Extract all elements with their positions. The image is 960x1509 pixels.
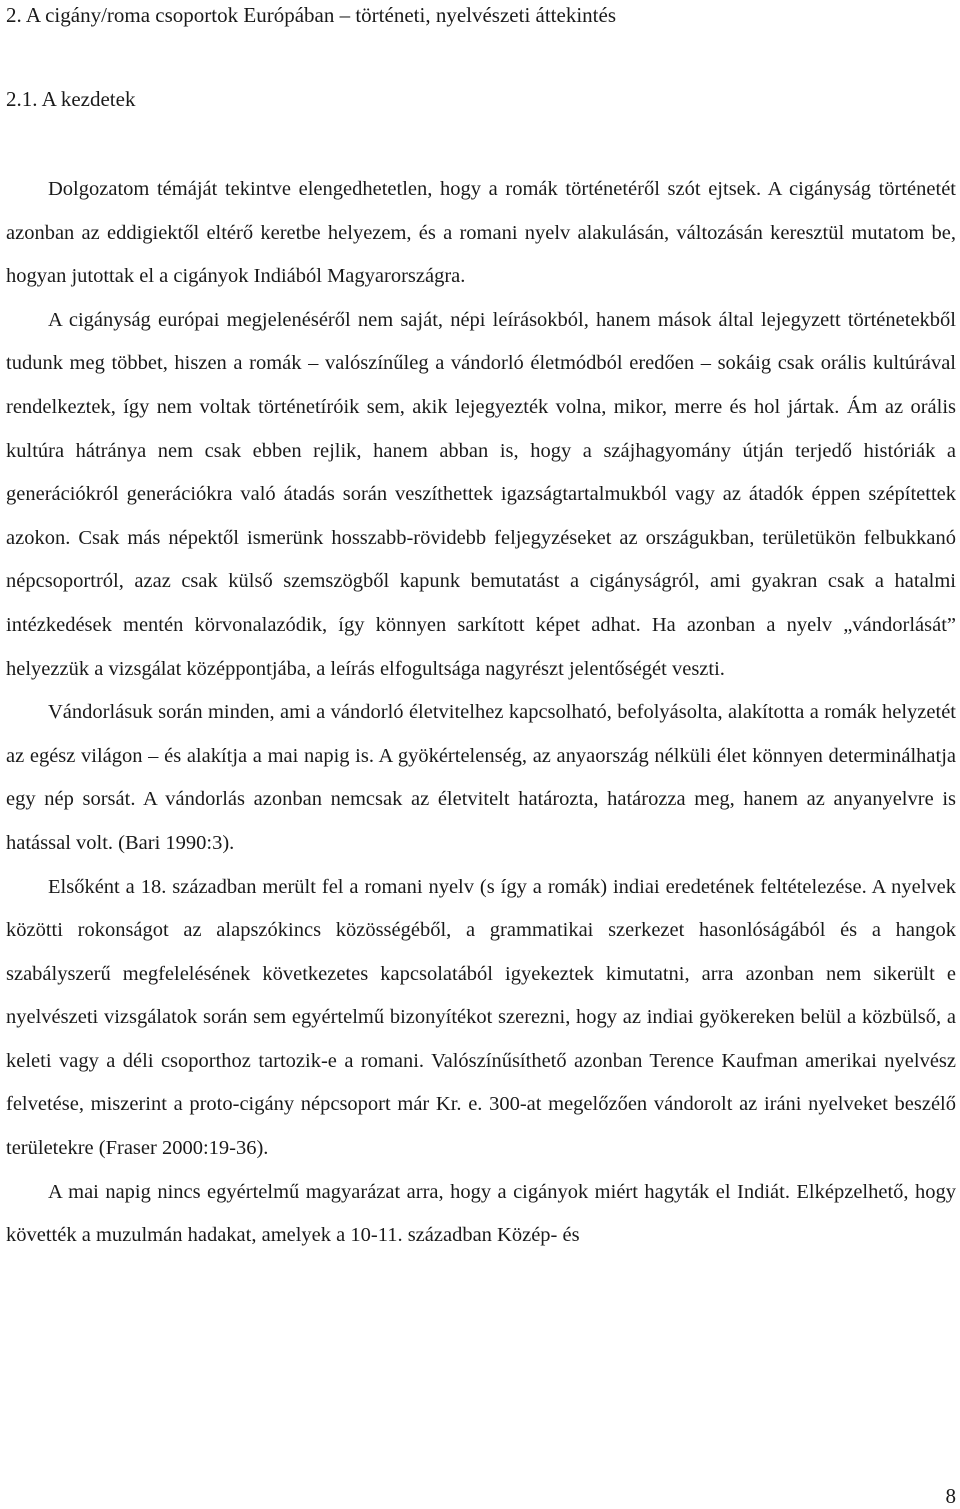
paragraph: Elsőként a 18. században merült fel a romani nyelv (s így a romák) indiai eredetének feltételezése. A nyelvek közötti rokonságot az alapszókincs közösségéből, a grammatikai szerkezet hasonlóságából és a hangok szabályszerű megfelelésének következetes kapcsolatából igyekeztek kimutatni, arra azonban nem sikerült e nyelvészeti vizsgálatok során sem egyértelmű bizonyítékot szerezni, hogy az indiai gyökereken belül a közbülső, a keleti vagy a déli csoporthoz tartozik-e a romani. Valószínűsíthető azonban Terence Kaufman amerikai nyelvész felvetése, miszerint a proto-cigány népcsoport már Kr. e. 300-at megelőzően vándorolt az iráni nyelveket beszélő területekre (Fraser 2000:19-36).	[6, 875, 956, 1160]
paragraph: A mai napig nincs egyértelmű magyarázat arra, hogy a cigányok miért hagyták el Indiát. Elképzelhető, hogy követték a muzulmán hadakat, amelyek a 10-11. században Közép- és	[6, 1180, 956, 1247]
paragraph: Vándorlásuk során minden, ami a vándorló életvitelhez kapcsolható, befolyásolta, alakította a romák helyzetét az egész világon – és alakítja a mai napig is. A gyökértelenség, az anyaország nélküli élet könnyen determinálhatja egy nép sorsát. A vándorlás azonban nemcsak az életvitelt határozta, határozza meg, hanem az anyanyelvre is hatással volt. (Bari 1990:3).	[6, 701, 956, 854]
chapter-heading: 2. A cigány/roma csoportok Európában – történeti, nyelvészeti áttekintés	[6, 3, 616, 27]
paragraph: A cigányság európai megjelenéséről nem saját, népi leírásokból, hanem mások által lejegyzett történetekből tudunk meg többet, hiszen a romák – valószínűleg a vándorló életmódból eredően – sokáig csak orális kultúrával rendelkeztek, így nem voltak történetíróik sem, akik lejegyezték volna, mikor, merre és hol jártak. Ám az orális kultúra hátránya nem csak ebben rejlik, hanem abban is, hogy a szájhagyomány útján terjedő históriák a generációkról generációkra való átadás során veszíthettek igazságtartalmukból vagy az átadók éppen szépítettek azokon. Csak más népektől ismerünk hosszabb-rövidebb feljegyzéseket az országukban, területükön felbukkanó népcsoportról, azaz csak külső szemszögből kapunk bemutatást a cigányságról, ami gyakran csak a hatalmi intézkedések mentén körvonalazódik, így könnyen sarkított képet adhat. Ha azonban a nyelv „vándorlását” helyezzük a vizsgálat középpontjába, a leírás elfogultsága nagyrészt jelentőségét veszti.	[6, 308, 956, 680]
section-heading: 2.1. A kezdetek	[6, 87, 136, 111]
page-number: 8	[945, 1484, 956, 1508]
paragraph: Dolgozatom témáját tekintve elengedhetetlen, hogy a romák történetéről szót ejtsek. A cigányság történetét azonban az eddigiektől eltérő keretbe helyezem, és a romani nyelv alakulásán, változásán keresztül mutatom be, hogyan jutottak el a cigányok Indiából Magyarországra.	[6, 178, 956, 288]
body-text	[6, 168, 956, 1258]
